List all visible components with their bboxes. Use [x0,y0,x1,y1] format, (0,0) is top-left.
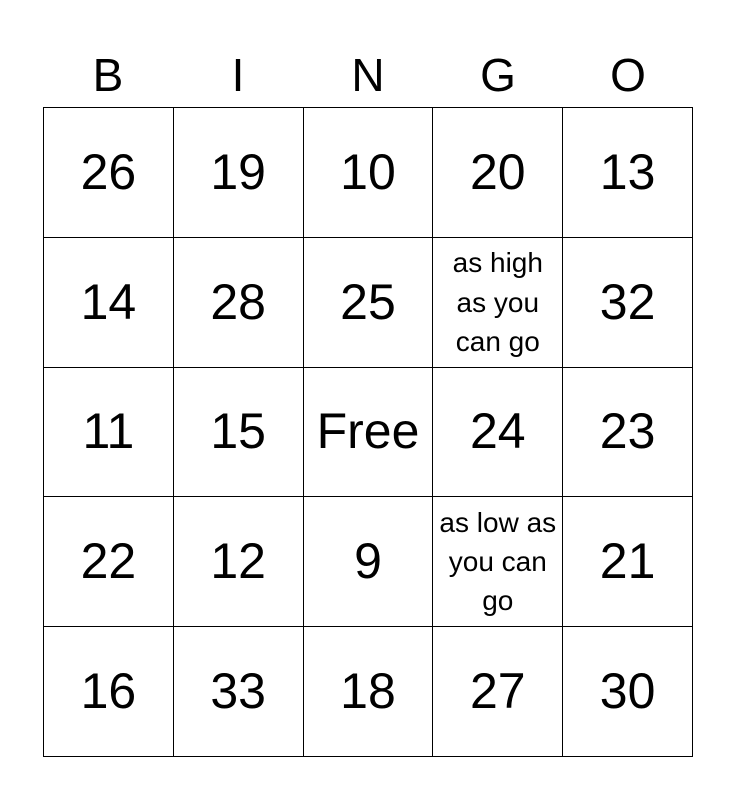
cell-value: 11 [82,403,135,460]
cell-value: 33 [210,663,266,720]
cell-value: as low as you can go [439,507,557,617]
bingo-header [43,44,693,106]
header-letter-o: O [610,49,646,101]
cell-value: 12 [210,533,266,590]
cell-value: 26 [80,143,137,200]
cell-value: 20 [469,143,526,200]
cell-value: 30 [599,663,656,720]
cell-value: 10 [340,143,396,200]
bingo-cell[interactable] [174,627,304,757]
cell-value: 27 [469,663,526,720]
bingo-cell[interactable] [433,238,563,368]
bingo-cell[interactable] [433,627,563,757]
bingo-cell[interactable] [563,238,693,368]
cell-value: 21 [599,533,656,590]
bingo-cell[interactable] [563,497,693,627]
bingo-cell-free[interactable] [304,368,434,498]
cell-value: Free [316,403,420,460]
bingo-cell[interactable] [44,108,174,238]
cell-value: 16 [80,663,137,720]
bingo-cell[interactable] [304,108,434,238]
bingo-cell[interactable] [304,627,434,757]
cell-value: 24 [469,403,526,460]
bingo-cell[interactable] [563,368,693,498]
bingo-cell[interactable] [433,108,563,238]
bingo-cell[interactable] [44,368,174,498]
cell-value: 15 [210,403,266,460]
bingo-cell[interactable] [44,238,174,368]
header-letter-g: G [480,49,516,101]
cell-value: 23 [599,403,656,460]
bingo-cell[interactable] [304,497,434,627]
bingo-cell[interactable] [174,497,304,627]
cell-value: 14 [80,273,137,330]
cell-value: 25 [340,273,396,330]
cell-value: 32 [599,273,656,330]
header-letter-i: I [231,49,245,101]
cell-value: 22 [80,533,137,590]
bingo-cell[interactable] [433,368,563,498]
bingo-cell[interactable] [174,368,304,498]
cell-value: 13 [599,143,656,200]
header-letter-n: N [351,49,385,101]
bingo-cell[interactable] [563,627,693,757]
cell-value: 18 [340,663,396,720]
bingo-grid [43,107,693,757]
bingo-cell[interactable] [44,627,174,757]
bingo-cell[interactable] [304,238,434,368]
bingo-cell[interactable] [44,497,174,627]
bingo-cell[interactable] [563,108,693,238]
cell-value: 9 [354,533,382,590]
cell-value: as high as you can go [452,247,543,357]
header-letter-b: B [92,49,124,101]
bingo-cell[interactable] [174,108,304,238]
cell-value: 19 [210,143,266,200]
bingo-cell[interactable] [174,238,304,368]
bingo-cell[interactable] [433,497,563,627]
cell-value: 28 [210,273,266,330]
